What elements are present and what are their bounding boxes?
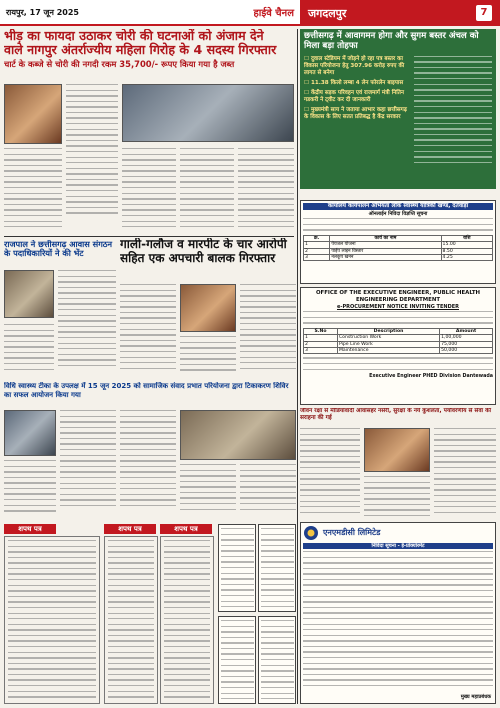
- tender-th-1: क्र.: [304, 235, 330, 241]
- congress-headline: राजपाल ने छत्तीसगढ़ आवास संगठन के पदाधिकारियों ने की भेंट: [4, 240, 113, 259]
- paper-name: हाईवे चैनल: [253, 8, 294, 19]
- tender-th-2: कार्य का नाम: [330, 235, 441, 241]
- phed-cell: Pipe Line Work: [337, 341, 439, 347]
- arrest-group-photo: [122, 84, 294, 142]
- camp-text-3: [120, 410, 176, 510]
- police-text-3: [434, 428, 496, 517]
- congress-text-2: [4, 324, 54, 374]
- camp-story-headline: [4, 382, 296, 408]
- right-story-panel: [300, 29, 496, 189]
- main-headline-line1: भीड़ का फायदा उठाकर चोरी की घटनाओं को अंजाम देने: [4, 29, 264, 43]
- main-story-text-col1: [4, 148, 62, 232]
- tender-ad-hindi: [300, 200, 496, 284]
- phed-th-2: Description: [337, 328, 439, 334]
- tender-notice-title: ऑनलाईन निविदा विज्ञप्ति सूचना: [368, 211, 428, 217]
- main-story-text-col5: [238, 148, 294, 232]
- main-headline-line2: वाले नागपुर अंतर्राज्यीय महिला गिरोह के 4 सदस्य गिरफ्तार: [4, 42, 277, 58]
- company-ad-header: [303, 525, 493, 541]
- arrest-story-headline: [120, 238, 296, 282]
- phed-th-3: Amount: [440, 328, 493, 334]
- phed-table: [303, 328, 493, 355]
- phed-text: [303, 311, 493, 324]
- police-text-1: [300, 428, 360, 517]
- tender-cell: पेयजल योजना: [330, 242, 441, 248]
- classified-text-3: [164, 540, 210, 702]
- arrest-text-2: [180, 336, 236, 375]
- phed-cell: 1,00,000: [440, 335, 493, 341]
- arrest-accused-photo: [180, 284, 236, 332]
- phed-text-2: [303, 357, 493, 370]
- company-notice-title: निविदा सूचना - ई-प्रोक्योरमेंट: [303, 543, 493, 549]
- tender-table: [303, 235, 493, 262]
- main-story-photo: [4, 84, 62, 144]
- main-story-text-col4: [180, 148, 234, 232]
- right-top-story: [300, 29, 496, 197]
- classified-label-3: शपथ पत्र: [160, 524, 212, 534]
- company-tender-ad: [300, 522, 496, 704]
- classified-text-2: [108, 540, 154, 702]
- issue-date: रायपुर, 17 जून 2025: [6, 7, 79, 17]
- phed-cell: 1: [304, 335, 338, 341]
- arrest-story-body: [120, 284, 296, 378]
- congress-story: [4, 240, 116, 378]
- masthead: [0, 0, 500, 26]
- main-story-headline: [4, 29, 294, 81]
- divider: [4, 236, 294, 237]
- classified-box-1: [4, 536, 100, 704]
- table-row: [304, 254, 493, 260]
- notice-box-2: [258, 524, 296, 612]
- notice-box-3: [218, 616, 256, 704]
- phed-cell: Construction Work: [337, 335, 439, 341]
- tender-cell: 1: [304, 242, 330, 248]
- congress-photo: [4, 270, 54, 318]
- tender-cell: 8.50: [441, 248, 492, 254]
- phed-cell: 50,000: [440, 347, 493, 353]
- company-signature: मुख्य महाप्रबंधक: [460, 694, 491, 700]
- police-photo: [364, 428, 430, 472]
- tender-cell: 15.00: [441, 242, 492, 248]
- phed-cell: Maintenance: [337, 347, 439, 353]
- police-text-2: [364, 476, 430, 520]
- main-story-text-col2: [66, 84, 118, 218]
- phed-office-title: OFFICE OF THE EXECUTIVE ENGINEER, PUBLIC HEALTH ENGINEERING DEPARTMENT: [315, 290, 481, 303]
- phed-cell: 2: [304, 341, 338, 347]
- tender-text: [303, 218, 493, 231]
- arrest-headline-line1: गाली-गलौज व मारपीट के चार आरोपी: [120, 238, 287, 251]
- classified-label-1: शपथ पत्र: [4, 524, 56, 534]
- phed-th-1: S.No: [304, 328, 338, 334]
- right-bullet-2: ☐ 11.38 किलो लम्बा 4 लेन फोरलेन बाइपास: [304, 79, 404, 86]
- phed-cell: 3: [304, 347, 338, 353]
- camp-photo: [4, 410, 56, 456]
- congress-text-1: [58, 270, 116, 370]
- masthead-left: [0, 0, 300, 26]
- arrest-headline-line2: सहित एक अपचारी बालक गिरफ्तार: [120, 250, 276, 265]
- arrest-text-3: [240, 284, 296, 373]
- notice-text: [221, 528, 254, 612]
- public-notices: [218, 524, 296, 704]
- arrest-text-1: [120, 284, 176, 373]
- police-story-body: [300, 428, 496, 520]
- section-name: जगदलपुर: [308, 6, 347, 20]
- right-story-text: [414, 56, 492, 168]
- classified-label-2: शपथ पत्र: [104, 524, 156, 534]
- right-bullet-4: ☐ मुख्यमंत्री साय ने जताया आभार कहा छत्तीसगढ़ के विकास के लिए सतत प्रतिबद्ध है केंद्र सरकार: [304, 106, 407, 120]
- camp-text-1: [60, 410, 116, 510]
- tender-cell: 2: [304, 248, 330, 254]
- camp-text-2: [4, 460, 56, 516]
- notice-box-4: [258, 616, 296, 704]
- camp-story-body-2: [120, 410, 296, 520]
- police-headline: जीवन रक्षा से मीडियावादी आवासहर नर्सरी, सुरक्षा के नये कुशलता, पर्यावरणीय से सेवा की सराहना की गई: [300, 408, 492, 421]
- notice-text: [261, 620, 294, 704]
- page-number: 7: [476, 5, 492, 21]
- tender-cell: 3: [304, 254, 330, 260]
- notice-text: [261, 528, 294, 612]
- camp-group-photo: [180, 410, 296, 460]
- camp-text-5: [240, 464, 296, 514]
- main-story-body: [4, 84, 294, 234]
- phed-tender-ad: [300, 287, 496, 405]
- camp-text-4: [180, 464, 236, 514]
- company-logo-icon: [303, 525, 319, 541]
- tender-cell: 4.25: [441, 254, 492, 260]
- notice-box-1: [218, 524, 256, 612]
- tender-cell: पाईप लाइन विस्तार: [330, 248, 441, 254]
- right-story-headline: छत्तीसगढ़ में आवागमन होगा और सुगम बस्तर अंचल को मिला बड़ा तोहफा: [304, 31, 479, 51]
- table-row: [304, 347, 493, 353]
- classified-text-1: [8, 540, 96, 702]
- phed-notice-title: e-PROCUREMENT NOTICE INVITING TENDER: [337, 304, 459, 310]
- police-story-headline: [300, 408, 496, 426]
- company-name: एनएमडीसी लिमिटेड: [323, 528, 381, 537]
- tender-th-3: राशि: [441, 235, 492, 241]
- column-divider: [297, 29, 298, 704]
- main-subhead: चार्ट के कब्जे से चोरी की नगदी रकम 35,700/- रूपए किया गया है जब्त: [4, 58, 235, 69]
- camp-story-body: [4, 410, 116, 520]
- section-bar: [300, 0, 500, 26]
- classified-box-3: [160, 536, 214, 704]
- main-story-text-col3: [122, 148, 176, 232]
- company-ad-text: [303, 551, 493, 686]
- tender-org: कार्यालय कार्यपालन अभियंता लोक स्वास्थ्य यांत्रिकी खण्ड, दंतेवाड़ा: [303, 203, 493, 210]
- phed-cell: 75,000: [440, 341, 493, 347]
- right-bullet-1: ☐ दुवाल स्टेडियम में जोड़ने हो रहा पत्र बस्तर का विकास परियोजना हेतु 307.96 करोड़ रुपए की लागत से बनेगा: [304, 55, 405, 76]
- phed-signature: Executive Engineer PHED Division Dantewada: [369, 374, 493, 380]
- camp-headline: विधि स्वास्थ्य टीका के उपलक्ष में 15 जून 2025 को सामाजिक संवाद प्रभात परियोजना द्वारा टिकाकरण शिविर का सफल आयोजन किया गया: [4, 382, 289, 399]
- tender-cell: नलकूप खनन: [330, 254, 441, 260]
- right-bullet-3: ☐ केंद्रीय सड़क परिवहन एवं राजमार्ग मंत्री नितिन गडकरी ने ट्वीट कर दी जानकारी: [304, 89, 404, 103]
- classified-box-2: [104, 536, 158, 704]
- notice-text: [221, 620, 254, 704]
